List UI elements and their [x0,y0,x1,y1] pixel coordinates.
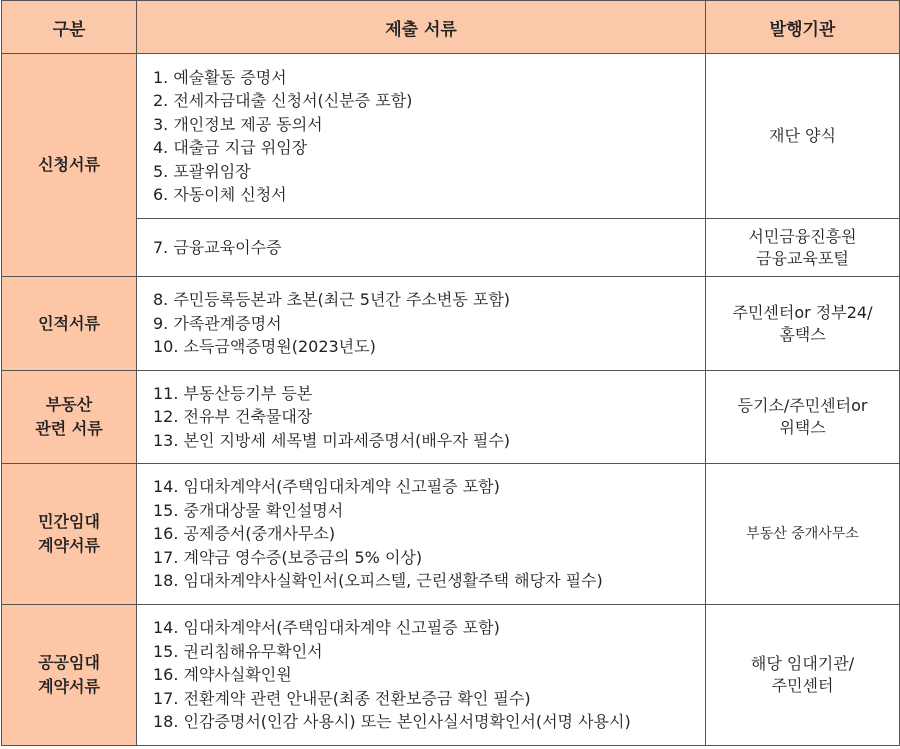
category-label: 인적서류 [38,313,100,333]
document-item: 13. 본인 지방세 세목별 미과세증명서(배우자 필수) [153,430,511,450]
table-row [2,464,900,605]
header-issuer: 발행기관 [706,1,900,54]
category-cell [2,605,137,746]
issuer-label: 주민센터or 정부24/ [732,302,873,322]
documents-cell [137,464,706,605]
document-item: 16. 공제증서(중개사무소) [153,524,336,544]
document-item: 17. 전환계약 관련 안내문(최종 전환보증금 확인 필수) [153,688,531,708]
issuer-label: 부동산 중개사무소 [746,526,859,542]
documents-cell [137,605,706,746]
document-item: 3. 개인정보 제공 동의서 [153,114,323,134]
document-table [1,0,900,746]
issuer-label: 서민금융진흥원 [748,226,857,246]
issuer-label: 홈택스 [779,324,826,344]
document-item: 18. 인감증명서(인감 사용시) 또는 본인사실서명확인서(서명 사용시) [153,712,631,732]
category-label: 관련 서류 [35,419,103,438]
category-cell [2,371,137,464]
document-item: 14. 임대차계약서(주택임대차계약 신고필증 포함) [153,477,500,497]
table-row [2,219,900,277]
issuer-cell [706,464,900,605]
category-cell [2,464,137,605]
document-item: 9. 가족관계증명서 [153,313,282,333]
header-category: 구분 [2,1,137,54]
document-item: 10. 소득금액증명원(2023년도) [153,337,376,357]
document-item: 8. 주민등록등본과 초본(최근 5년간 주소변동 포함) [153,290,511,310]
category-label: 공공임대 [38,653,100,672]
issuer-label: 해당 임대기관/ [750,654,855,673]
documents-cell [137,371,706,464]
document-item: 6. 자동이체 신청서 [153,185,287,204]
issuer-cell [706,371,900,464]
document-item: 11. 부동산등기부 등본 [153,383,313,403]
document-item: 7. 금융교육이수증 [153,237,282,257]
documents-cell [137,277,706,371]
document-item: 2. 전세자금대출 신청서(신분증 포함) [153,91,413,110]
document-item: 1. 예술활동 증명서 [153,67,287,87]
table-row [2,277,900,371]
issuer-label: 위택스 [779,418,826,437]
table-row [2,54,900,219]
document-item: 16. 계약사실확인원 [153,665,292,685]
category-label: 부동산 [45,395,93,414]
document-item: 15. 권리침해유무확인서 [153,641,323,661]
category-label: 민간임대 [38,512,100,531]
issuer-label: 금융교육포털 [756,248,849,268]
issuer-cell [706,605,900,746]
document-item: 4. 대출금 지급 위임장 [153,138,308,157]
documents-cell [137,54,706,219]
document-item: 17. 계약금 영수증(보증금의 5% 이상) [153,547,423,567]
category-label: 계약서류 [38,536,100,555]
document-item: 12. 전유부 건축물대장 [153,407,313,427]
category-label: 계약서류 [38,677,100,696]
issuer-label: 등기소/주민센터or [737,396,868,415]
document-item: 15. 중개대상물 확인설명서 [153,500,344,520]
issuer-cell [706,277,900,371]
header-row [2,1,900,54]
category-label: 신청서류 [38,155,100,174]
category-cell [2,54,137,277]
issuer-cell [706,219,900,277]
documents-cell [137,219,706,277]
issuer-label: 주민센터 [771,676,834,695]
document-item: 14. 임대차계약서(주택임대차계약 신고필증 포함) [153,618,500,638]
header-documents: 제출 서류 [137,1,706,54]
table-row [2,605,900,746]
document-item: 18. 임대차계약사실확인서(오피스텔, 근린생활주택 해당자 필수) [153,571,603,591]
issuer-cell [706,54,900,219]
table-row [2,371,900,464]
category-cell [2,277,137,371]
document-item: 5. 포괄위임장 [153,161,251,181]
issuer-label: 재단 양식 [769,126,836,145]
